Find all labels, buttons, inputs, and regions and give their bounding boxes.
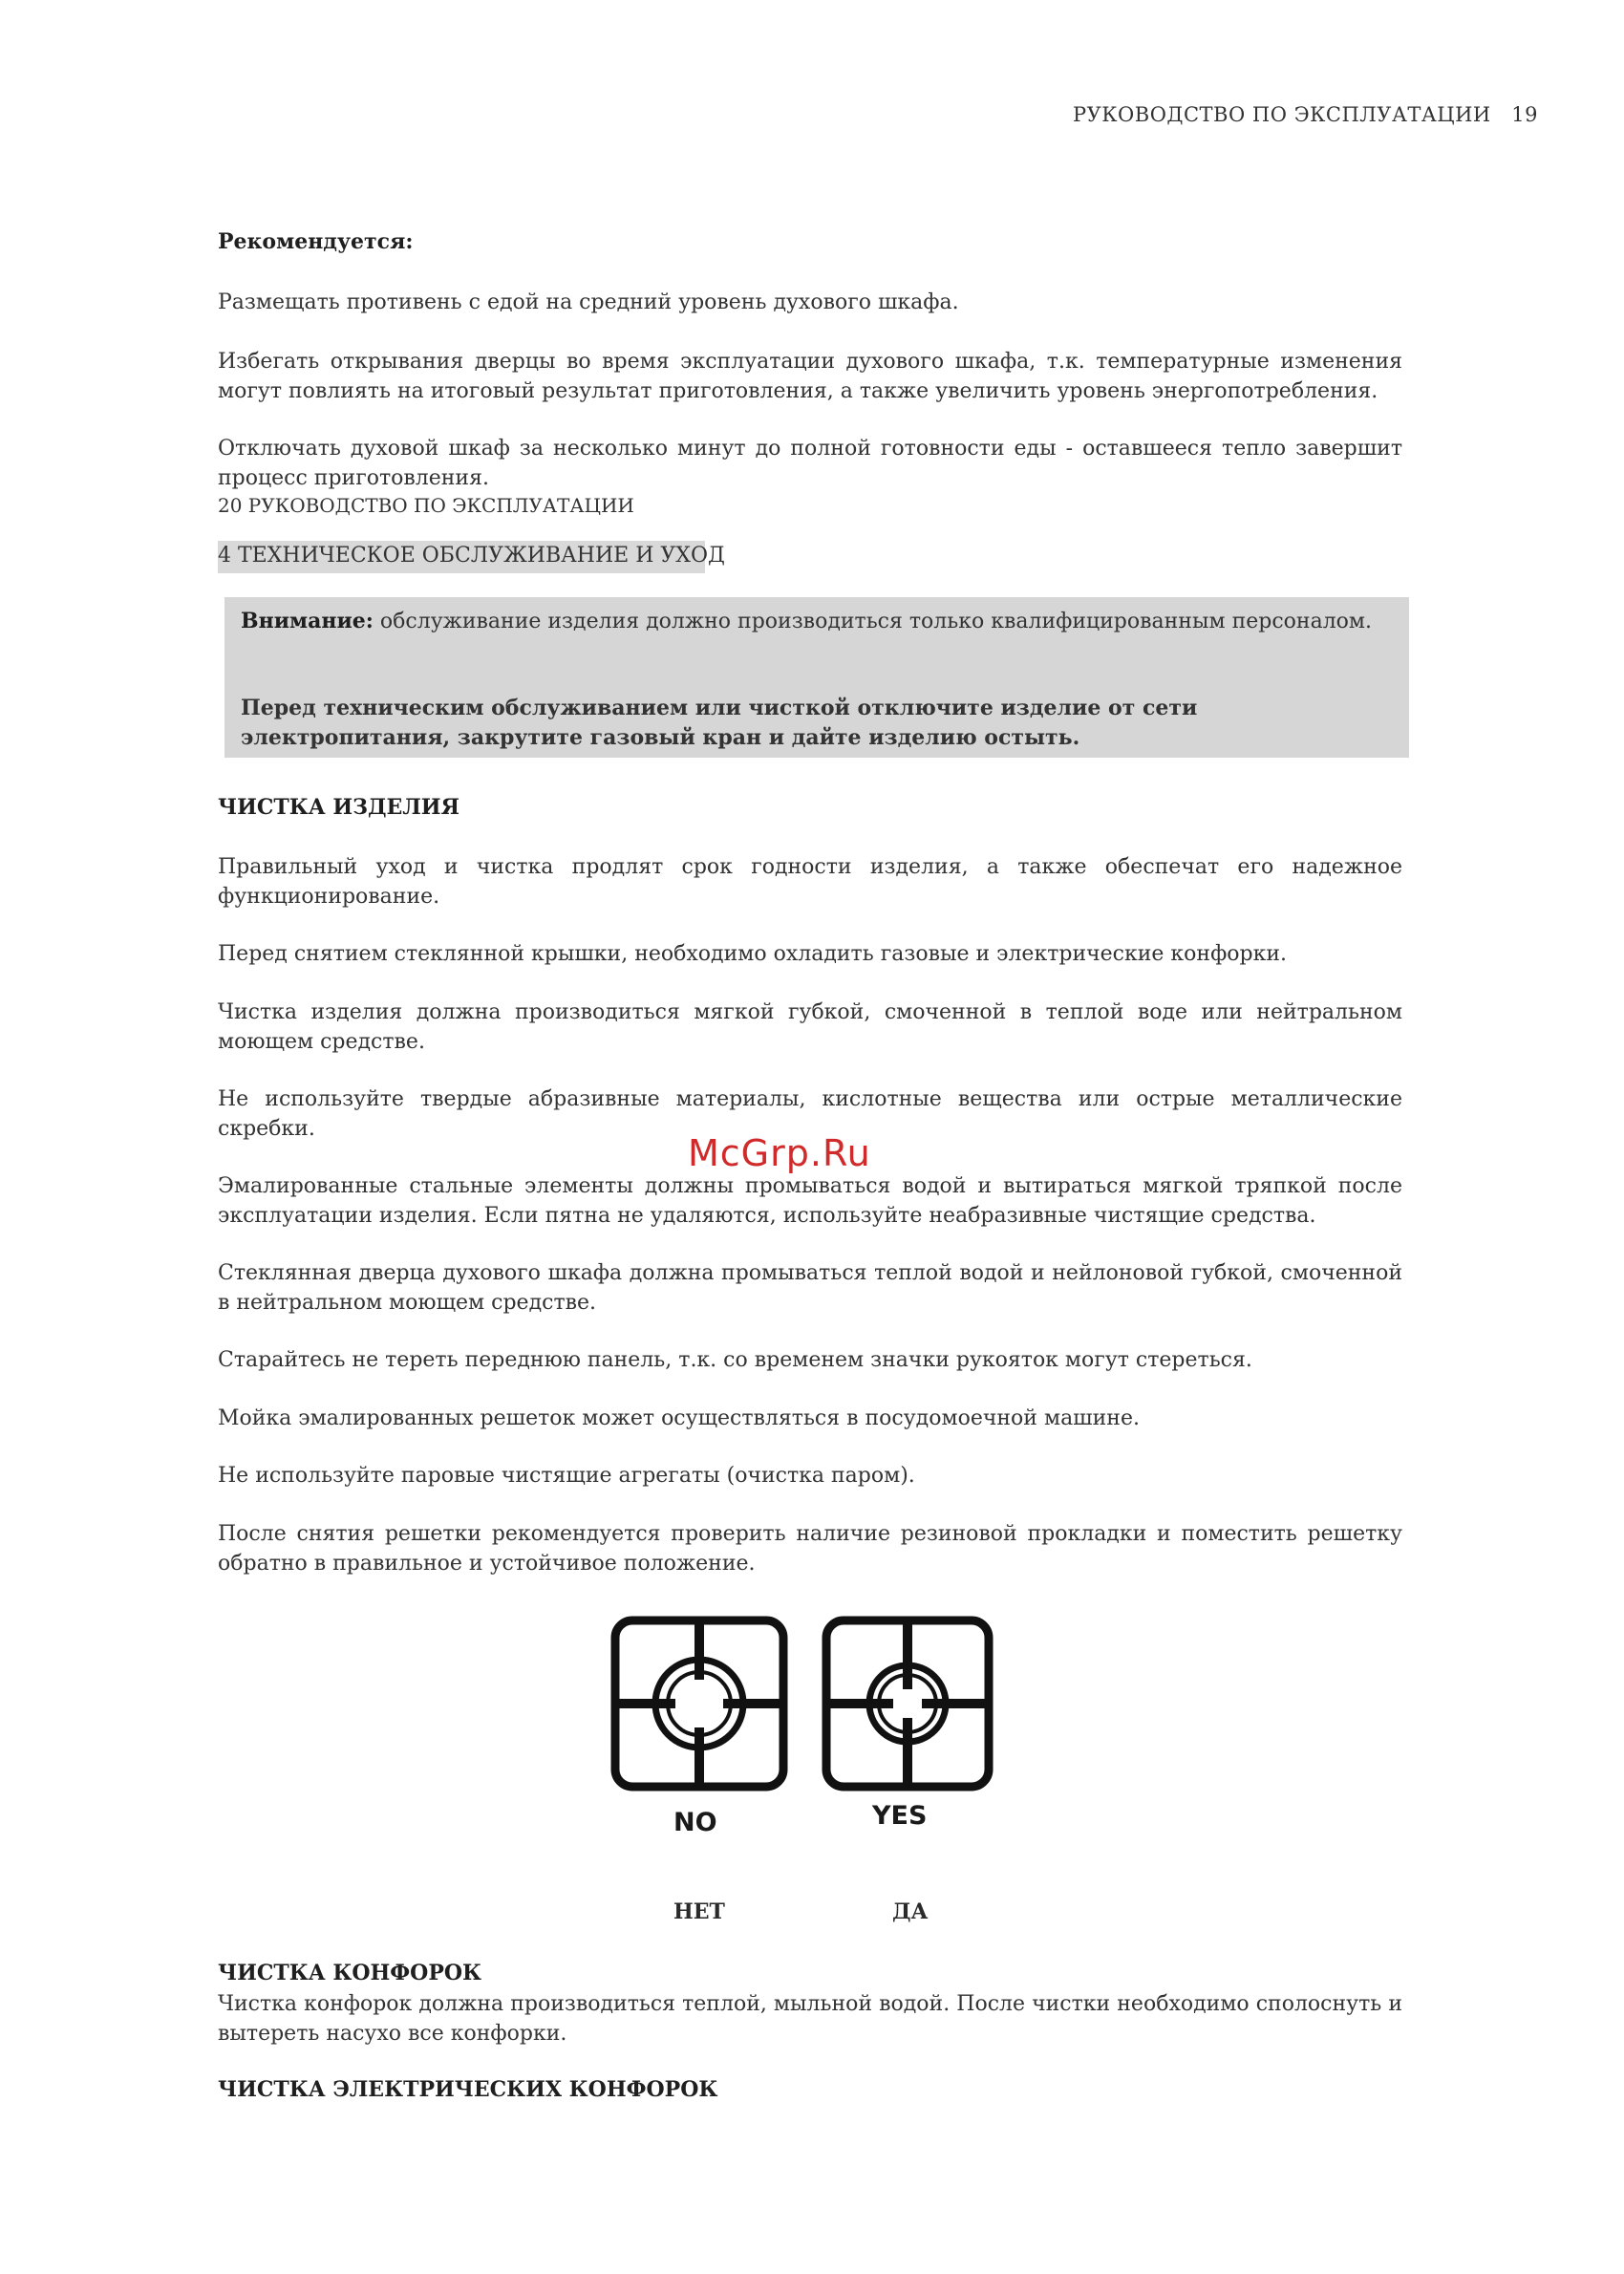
electric-title: ЧИСТКА ЭЛЕКТРИЧЕСКИХ КОНФОРОК	[218, 2077, 718, 2102]
caption-yes: ДА	[892, 1899, 929, 1924]
label-no: NO	[673, 1808, 717, 1837]
recommend-title: Рекомендуется:	[218, 229, 414, 254]
caption-no: НЕТ	[673, 1899, 725, 1924]
watermark: McGrp.Ru	[688, 1132, 871, 1174]
warning-label: Внимание:	[241, 609, 374, 633]
cleaning-title: ЧИСТКА ИЗДЕЛИЯ	[218, 795, 459, 820]
burners-title: ЧИСТКА КОНФОРОК	[218, 1961, 482, 1985]
cleaning-p1: Правильный уход и чистка продлят срок годности изделия, а также обеспечат его надежное функционирование.	[218, 855, 1402, 909]
warning-text: обслуживание изделия должно производиться только квалифицированным персоналом.	[373, 610, 1373, 633]
cleaning-p10: После снятия решетки рекомендуется проверить наличие резиновой прокладки и поместить решетку обратно в правильное и устойчивое положение.	[218, 1522, 1402, 1576]
burners-text: Чистка конфорок должна производиться теплой, мыльной водой. После чистки необходимо сполоснуть и вытереть насухо все конфорки.	[218, 1992, 1402, 2046]
grate-wrong-diagram	[608, 1613, 837, 1823]
cleaning-p8: Мойка эмалированных решеток может осуществляться в посудомоечной машине.	[218, 1406, 1140, 1430]
cleaning-p5: Эмалированные стальные элементы должны промываться водой и вытираться мягкой тряпкой после эксплуатации изделия. Если пятна не удаляются, используйте неабразивные чистящие средства.	[218, 1174, 1402, 1228]
page-note: 20 РУКОВОДСТВО ПО ЭКСПЛУАТАЦИИ	[218, 494, 634, 517]
recommend-p1: Размещать противень с едой на средний уровень духового шкафа.	[218, 290, 959, 314]
warning-bold-text: Перед техническим обслуживанием или чисткой отключите изделие от сети электропитания, закрутите газовый кран и дайте изделию остыть.	[241, 696, 1198, 750]
cleaning-p7: Старайтесь не тереть переднюю панель, т.к. со временем значки рукояток могут стереться.	[218, 1348, 1252, 1372]
cleaning-p2: Перед снятием стеклянной крышки, необходимо охладить газовые и электрические конфорки.	[218, 942, 1288, 966]
cleaning-p9: Не используйте паровые чистящие агрегаты (очистка паром).	[218, 1464, 915, 1488]
cleaning-p3: Чистка изделия должна производиться мягкой губкой, смоченной в теплой воде или нейтральном моющем средстве.	[218, 1000, 1402, 1054]
grate-correct-diagram	[819, 1613, 1048, 1823]
label-yes: YES	[872, 1801, 928, 1831]
warning-line	[241, 607, 1387, 636]
section-title: 4 ТЕХНИЧЕСКОЕ ОБСЛУЖИВАНИЕ И УХОД	[218, 544, 725, 568]
cleaning-p6: Стеклянная дверца духового шкафа должна промываться теплой водой и нейлоновой губкой, смоченной в нейтральном моющем средстве.	[218, 1261, 1402, 1315]
recommend-p2: Избегать открывания дверцы во время эксплуатации духового шкафа, т.к. температурные изменения могут повлиять на итоговый результат приготовления, а также увеличить уровень энергопотребления.	[218, 350, 1402, 403]
running-header: РУКОВОДСТВО ПО ЭКСПЛУАТАЦИИ 19	[1072, 103, 1538, 126]
cleaning-p4: Не используйте твердые абразивные материалы, кислотные вещества или острые металлические скребки.	[218, 1087, 1402, 1141]
recommend-p3: Отключать духовой шкаф за несколько минут до полной готовности еды - оставшееся тепло завершит процесс приготовления.	[218, 437, 1402, 490]
